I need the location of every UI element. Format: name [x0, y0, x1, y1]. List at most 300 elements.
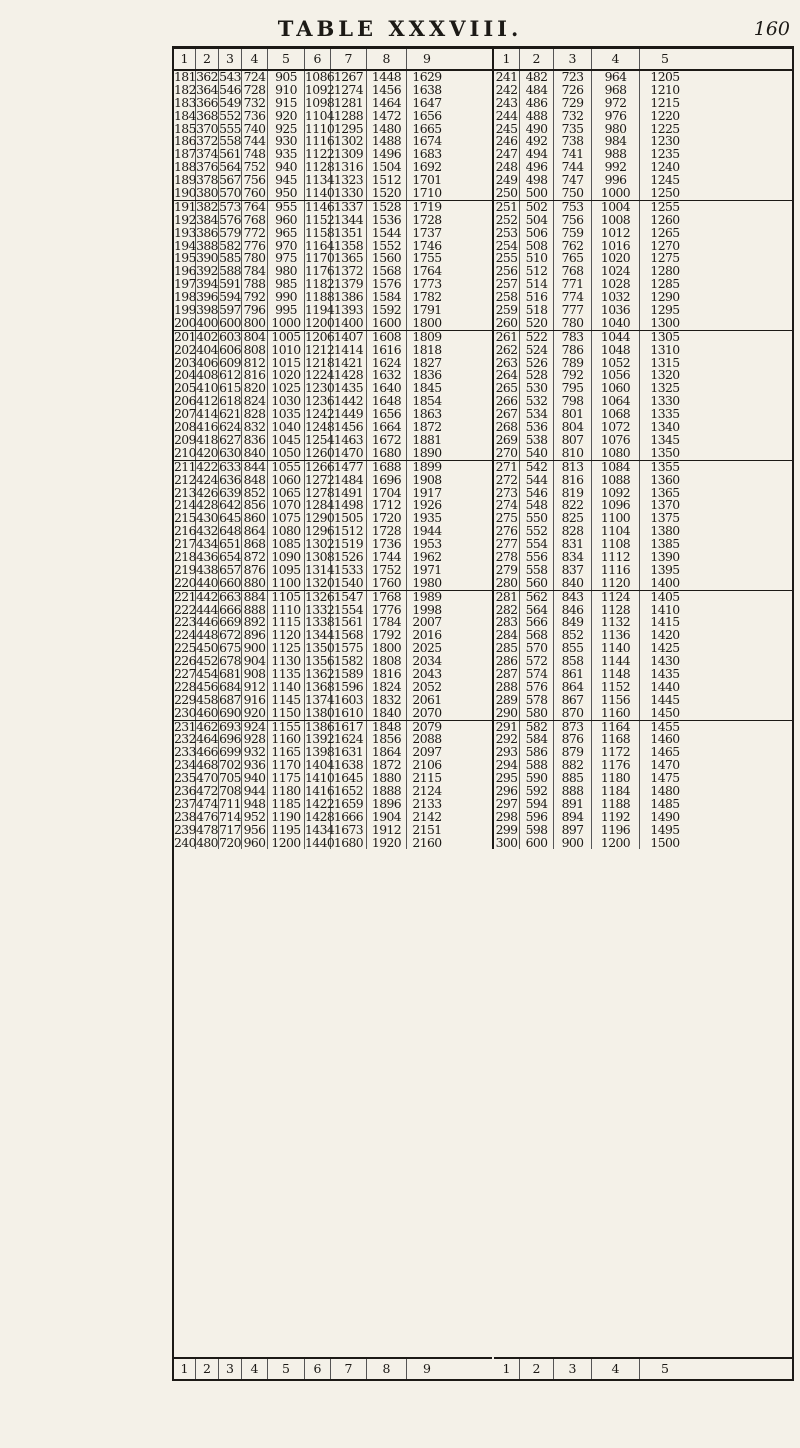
table-cell: 789 — [554, 357, 592, 370]
table-cell: 286 — [494, 655, 520, 668]
table-cell: 777 — [554, 304, 592, 317]
table-cell: 955 — [268, 201, 305, 214]
table-cell: 1146 — [305, 198, 335, 214]
table-cell: 864 — [242, 525, 268, 538]
table-cell: 543 — [219, 69, 241, 84]
table-cell: 546 — [520, 487, 554, 500]
table-block — [174, 718, 492, 850]
table-cell: 848 — [242, 474, 268, 487]
footer-column-number: 1 — [494, 1359, 520, 1379]
table-cell: 1488 — [367, 135, 407, 148]
table-cell: 1472 — [367, 110, 407, 123]
table-cell: 816 — [242, 369, 268, 382]
table-cell: 597 — [219, 302, 241, 318]
table-cell: 1864 — [367, 746, 407, 759]
table-cell: 1170 — [268, 759, 305, 772]
table-cell: 1104 — [592, 525, 640, 538]
table-cell: 1295 — [331, 123, 367, 136]
table-row — [494, 444, 792, 460]
table-cell: 867 — [554, 694, 592, 707]
table-cell: 1495 — [650, 821, 680, 837]
table-cell: 572 — [520, 655, 554, 668]
table-cell: 836 — [242, 434, 268, 447]
table-cell: 1616 — [367, 344, 407, 357]
table-cell: 621 — [219, 406, 241, 422]
table-cell: 741 — [554, 148, 592, 161]
table-cell: 222 — [174, 601, 196, 617]
table-cell: 1188 — [305, 289, 335, 305]
table-block — [174, 458, 492, 591]
table-cell: 267 — [494, 408, 520, 421]
table-cell: 1414 — [331, 344, 367, 357]
table-cell: 1953 — [412, 536, 442, 552]
table-cell: 1375 — [650, 510, 680, 526]
table-cell: 681 — [219, 665, 241, 681]
table-cell: 1845 — [412, 380, 442, 396]
table-cell: 1673 — [331, 824, 367, 837]
table-cell: 1421 — [331, 357, 367, 370]
table-cell: 1505 — [331, 512, 367, 525]
table-cell: 1416 — [305, 782, 335, 798]
table-cell: 1809 — [412, 328, 442, 344]
table-cell: 824 — [242, 395, 268, 408]
table-cell: 1278 — [305, 484, 335, 500]
table-cell: 225 — [174, 640, 196, 656]
table-cell: 687 — [219, 691, 241, 707]
table-cell: 1624 — [331, 733, 367, 746]
table-cell: 1710 — [412, 185, 442, 201]
table-cell: 1290 — [305, 510, 335, 526]
table-cell: 272 — [494, 474, 520, 487]
table-cell: 1672 — [367, 434, 407, 447]
table-cell: 203 — [174, 354, 196, 370]
table-cell: 1164 — [305, 237, 335, 253]
header-column-number: 3 — [554, 49, 592, 69]
table-cell: 1752 — [367, 564, 407, 577]
table-cell: 186 — [174, 133, 196, 149]
table-cell: 1688 — [367, 461, 407, 474]
table-cell: 224 — [174, 627, 196, 643]
table-cell: 1768 — [367, 591, 407, 604]
table-cell: 390 — [196, 250, 218, 266]
table-cell: 1776 — [367, 604, 407, 617]
table-cell: 1260 — [650, 211, 680, 227]
table-cell: 976 — [592, 110, 640, 123]
table-cell: 1430 — [650, 653, 680, 669]
table-cell: 1195 — [268, 824, 305, 837]
table-cell: 1351 — [331, 227, 367, 240]
table-cell: 1010 — [268, 344, 305, 357]
table-cell: 1647 — [412, 94, 442, 110]
table-cell: 2124 — [412, 782, 442, 798]
table-cell: 1659 — [331, 798, 367, 811]
table-cell: 1158 — [305, 224, 335, 240]
table-cell: 975 — [268, 252, 305, 265]
table-cell: 1638 — [331, 759, 367, 772]
table-cell: 464 — [196, 731, 218, 747]
table-cell: 750 — [554, 187, 592, 200]
table-cell: 1648 — [367, 395, 407, 408]
table-cell: 748 — [242, 148, 268, 161]
table-cell: 398 — [196, 302, 218, 318]
table-cell: 552 — [520, 525, 554, 538]
table-cell: 598 — [520, 824, 554, 837]
table-cell: 1395 — [650, 561, 680, 577]
table-cell: 1390 — [650, 548, 680, 564]
table-cell: 263 — [494, 357, 520, 370]
right-table-body — [494, 71, 792, 849]
table-cell: 1200 — [305, 314, 335, 330]
table-cell: 774 — [554, 291, 592, 304]
table-cell: 861 — [554, 668, 592, 681]
table-cell: 295 — [494, 772, 520, 785]
table-cell: 215 — [174, 510, 196, 526]
table-cell: 832 — [242, 421, 268, 434]
table-cell: 1422 — [305, 795, 335, 811]
table-cell: 586 — [520, 746, 554, 759]
table-cell: 1350 — [650, 444, 680, 460]
table-cell: 1302 — [331, 135, 367, 148]
footer-column-number: 6 — [305, 1359, 331, 1379]
table-cell: 548 — [520, 499, 554, 512]
table-cell: 1224 — [305, 367, 335, 383]
table-cell: 1215 — [650, 94, 680, 110]
table-row — [174, 187, 492, 200]
table-cell: 945 — [268, 174, 305, 187]
table-cell: 247 — [494, 148, 520, 161]
table-cell: 645 — [219, 510, 241, 526]
table-cell: 1150 — [268, 707, 305, 720]
footer-column-number: 3 — [554, 1359, 592, 1379]
table-cell: 388 — [196, 237, 218, 253]
table-cell: 189 — [174, 172, 196, 188]
table-cell: 888 — [554, 785, 592, 798]
table-cell: 468 — [196, 757, 218, 773]
table-cell: 188 — [174, 159, 196, 175]
table-cell: 1470 — [331, 447, 367, 460]
table-cell: 825 — [554, 512, 592, 525]
table-cell: 1030 — [268, 395, 305, 408]
table-row — [494, 314, 792, 330]
table-cell: 386 — [196, 224, 218, 240]
table-cell: 792 — [554, 369, 592, 382]
table-cell: 1124 — [592, 591, 640, 604]
table-cell: 1170 — [305, 250, 335, 266]
table-cell: 1160 — [268, 733, 305, 746]
table-cell: 290 — [494, 707, 520, 720]
table-cell: 1575 — [331, 642, 367, 655]
table-cell: 1120 — [592, 577, 640, 590]
table-cell: 753 — [554, 201, 592, 214]
table-cell: 666 — [219, 601, 241, 617]
table-cell: 490 — [520, 123, 554, 136]
table-cell: 1568 — [367, 265, 407, 278]
table-cell: 2160 — [412, 834, 442, 850]
table-cell: 277 — [494, 538, 520, 551]
table-cell: 1683 — [412, 146, 442, 162]
table-cell: 498 — [520, 174, 554, 187]
table-cell: 1025 — [268, 382, 305, 395]
table-cell: 1448 — [367, 71, 407, 84]
table-cell: 486 — [520, 97, 554, 110]
table-cell: 1065 — [268, 487, 305, 500]
table-cell: 1345 — [650, 431, 680, 447]
table-cell: 714 — [219, 808, 241, 824]
table-cell: 1168 — [592, 733, 640, 746]
table-cell: 762 — [554, 240, 592, 253]
table-cell: 412 — [196, 393, 218, 409]
table-cell: 1463 — [331, 434, 367, 447]
table-cell: 1090 — [268, 551, 305, 564]
table-cell: 980 — [268, 265, 305, 278]
table-cell: 210 — [174, 444, 196, 460]
table-cell: 512 — [520, 265, 554, 278]
table-cell: 1645 — [331, 772, 367, 785]
table-cell: 1526 — [331, 551, 367, 564]
table-cell: 2106 — [412, 757, 442, 773]
table-cell: 576 — [520, 681, 554, 694]
table-cell: 1092 — [305, 81, 335, 97]
table-cell: 1320 — [650, 367, 680, 383]
table-cell: 852 — [554, 629, 592, 642]
table-cell: 1194 — [305, 302, 335, 318]
table-cell: 840 — [242, 447, 268, 460]
table-cell: 434 — [196, 536, 218, 552]
table-cell: 732 — [554, 110, 592, 123]
table-cell: 1064 — [592, 395, 640, 408]
table-cell: 636 — [219, 471, 241, 487]
table-cell: 1008 — [592, 214, 640, 227]
table-cell: 1305 — [650, 328, 680, 344]
table-cell: 1890 — [412, 444, 442, 460]
table-cell: 508 — [520, 240, 554, 253]
table-cell: 1284 — [305, 497, 335, 513]
table-cell: 1152 — [592, 681, 640, 694]
footer-column-number: 1 — [174, 1359, 196, 1379]
table-cell: 870 — [554, 707, 592, 720]
table-cell: 195 — [174, 250, 196, 266]
table-cell: 2025 — [412, 640, 442, 656]
table-cell: 1720 — [367, 512, 407, 525]
table-cell: 764 — [242, 201, 268, 214]
table-cell: 1355 — [650, 458, 680, 474]
table-cell: 564 — [520, 604, 554, 617]
table-cell: 1265 — [650, 224, 680, 240]
table-cell: 1872 — [367, 759, 407, 772]
table-cell: 855 — [554, 642, 592, 655]
table-cell: 1084 — [592, 461, 640, 474]
table-cell: 888 — [242, 604, 268, 617]
table-cell: 786 — [554, 344, 592, 357]
table-cell: 771 — [554, 278, 592, 291]
table-cell: 232 — [174, 731, 196, 747]
left-footer-row — [174, 1357, 492, 1379]
table-cell: 864 — [554, 681, 592, 694]
table-cell: 916 — [242, 694, 268, 707]
table-cell: 1302 — [305, 536, 335, 552]
table-cell: 1504 — [367, 161, 407, 174]
table-cell: 1000 — [268, 317, 305, 330]
table-cell: 552 — [219, 107, 241, 123]
header-column-number: 9 — [423, 51, 431, 66]
table-cell: 800 — [242, 317, 268, 330]
table-cell: 872 — [242, 551, 268, 564]
table-cell: 1050 — [268, 447, 305, 460]
table-cell: 281 — [494, 591, 520, 604]
table-cell: 1076 — [592, 434, 640, 447]
table-cell: 1110 — [268, 604, 305, 617]
table-cell: 759 — [554, 227, 592, 240]
table-cell: 270 — [494, 447, 520, 460]
table-cell: 756 — [554, 214, 592, 227]
table-cell: 241 — [494, 71, 520, 84]
table-cell: 550 — [520, 512, 554, 525]
table-cell: 1582 — [331, 655, 367, 668]
table-cell: 1105 — [268, 591, 305, 604]
table-cell: 376 — [196, 159, 218, 175]
table-cell: 242 — [494, 84, 520, 97]
table-cell: 828 — [242, 408, 268, 421]
table-cell: 1896 — [367, 798, 407, 811]
right-table — [494, 49, 792, 1376]
table-cell: 536 — [520, 421, 554, 434]
table-cell: 780 — [242, 252, 268, 265]
table-cell: 246 — [494, 135, 520, 148]
table-cell: 1044 — [592, 331, 640, 344]
table-cell: 1130 — [268, 655, 305, 668]
table-cell: 1036 — [592, 304, 640, 317]
table-cell: 752 — [242, 161, 268, 174]
table-cell: 444 — [196, 601, 218, 617]
table-cell: 538 — [520, 434, 554, 447]
table-cell: 1500 — [650, 834, 680, 850]
table-row — [174, 444, 492, 460]
table-cell: 936 — [242, 759, 268, 772]
table-cell: 985 — [268, 278, 305, 291]
table-cell: 273 — [494, 487, 520, 500]
table-cell: 258 — [494, 291, 520, 304]
table-cell: 506 — [520, 227, 554, 240]
table-cell: 1172 — [592, 746, 640, 759]
table-cell: 920 — [268, 110, 305, 123]
table-cell: 567 — [219, 172, 241, 188]
table-cell: 1266 — [305, 458, 335, 474]
table-cell: 1410 — [650, 601, 680, 617]
table-cell: 293 — [494, 746, 520, 759]
table-cell: 200 — [174, 314, 196, 330]
table-cell: 585 — [219, 250, 241, 266]
table-cell: 663 — [219, 588, 241, 604]
table-cell: 1248 — [305, 419, 335, 435]
table-cell: 760 — [242, 187, 268, 200]
table-cell: 1016 — [592, 240, 640, 253]
table-cell: 844 — [242, 461, 268, 474]
table-cell: 402 — [196, 328, 218, 344]
table-cell: 856 — [242, 499, 268, 512]
table-cell: 1719 — [412, 198, 442, 214]
footer-column-number: 4 — [592, 1359, 640, 1379]
table-cell: 912 — [242, 681, 268, 694]
table-cell: 1540 — [331, 577, 367, 590]
table-cell: 1392 — [305, 731, 335, 747]
table-cell: 275 — [494, 512, 520, 525]
table-cell: 1425 — [650, 640, 680, 656]
table-cell: 1428 — [331, 369, 367, 382]
table-cell: 1024 — [592, 265, 640, 278]
table-cell: 822 — [554, 499, 592, 512]
table-cell: 840 — [554, 577, 592, 590]
table-cell: 474 — [196, 795, 218, 811]
table-cell: 366 — [196, 94, 218, 110]
table-cell: 1629 — [412, 69, 442, 84]
table-cell: 2079 — [412, 718, 442, 734]
table-cell: 436 — [196, 548, 218, 564]
table-cell: 1808 — [367, 655, 407, 668]
table-cell: 1200 — [268, 837, 305, 850]
table-cell: 1358 — [331, 240, 367, 253]
table-cell: 580 — [520, 707, 554, 720]
table-cell: 944 — [242, 785, 268, 798]
table-cell: 940 — [268, 161, 305, 174]
table-block — [494, 588, 792, 721]
table-cell: 1491 — [331, 487, 367, 500]
table-cell: 194 — [174, 237, 196, 253]
table-cell: 1480 — [367, 123, 407, 136]
table-cell: 657 — [219, 561, 241, 577]
table-cell: 554 — [520, 538, 554, 551]
table-cell: 1617 — [331, 721, 367, 734]
table-cell: 892 — [242, 616, 268, 629]
table-cell: 1060 — [268, 474, 305, 487]
table-cell: 1134 — [305, 172, 335, 188]
table-cell: 812 — [242, 357, 268, 370]
table-cell: 209 — [174, 431, 196, 447]
table-cell: 776 — [242, 240, 268, 253]
table-cell: 1592 — [367, 304, 407, 317]
table-cell: 1568 — [331, 629, 367, 642]
table-cell: 1464 — [367, 97, 407, 110]
table-cell: 1052 — [592, 357, 640, 370]
table-cell: 269 — [494, 434, 520, 447]
left-table — [174, 49, 494, 1376]
table-cell: 1554 — [331, 604, 367, 617]
table-cell: 2070 — [412, 704, 442, 720]
table-cell: 720 — [219, 834, 241, 850]
table-cell: 197 — [174, 276, 196, 292]
header-column-number: 4 — [592, 49, 640, 69]
footer-column-number: 5 — [661, 1361, 669, 1376]
table-cell: 520 — [520, 317, 554, 330]
table-cell: 532 — [520, 395, 554, 408]
table-cell: 271 — [494, 461, 520, 474]
table-cell: 1144 — [592, 655, 640, 668]
table-cell: 289 — [494, 694, 520, 707]
table-cell: 240 — [174, 834, 196, 850]
table-cell: 1704 — [367, 487, 407, 500]
table-cell: 1393 — [331, 304, 367, 317]
table-cell: 1323 — [331, 174, 367, 187]
table-cell: 1165 — [268, 746, 305, 759]
left-table-body — [174, 71, 492, 849]
table-cell: 1818 — [412, 341, 442, 357]
table-cell: 1086 — [305, 69, 335, 84]
table-block — [494, 71, 792, 201]
table-cell: 236 — [174, 782, 196, 798]
table-cell: 1156 — [592, 694, 640, 707]
table-cell: 378 — [196, 172, 218, 188]
table-cell: 1145 — [268, 694, 305, 707]
table-row — [174, 834, 492, 850]
